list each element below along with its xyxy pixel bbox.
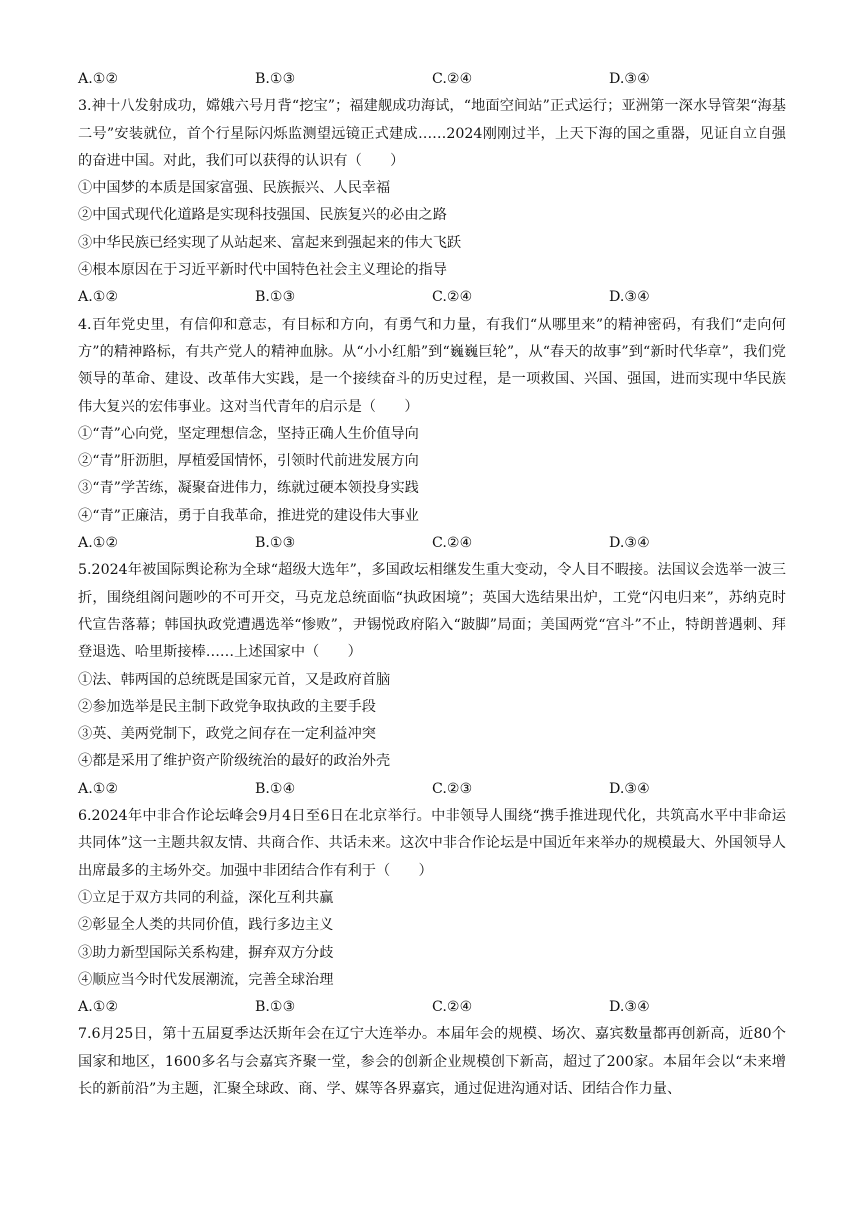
option-a: A.①② [78, 780, 119, 797]
statement-item: ③中华民族已经实现了从站起来、富起来到强起来的伟大飞跃 [78, 234, 462, 251]
question-content [78, 66, 786, 1103]
option-c: C.②④ [432, 71, 473, 87]
answer-options [78, 66, 786, 93]
option-c: C.②④ [432, 289, 473, 306]
statement-item: ①“青”心向党，坚定理想信念，坚持正确人生价值导向 [78, 425, 419, 442]
option-b: B.①③ [255, 999, 296, 1016]
statement-item: ②参加选举是民主制下政党争取执政的主要手段 [78, 698, 376, 715]
option-d: D.③④ [609, 999, 650, 1016]
option-b: B.①④ [255, 780, 296, 797]
statement-item: ②“青”肝沥胆，厚植爱国情怀，引领时代前进发展方向 [78, 453, 419, 470]
option-d: D.③④ [609, 535, 650, 552]
question-stem: 7.6月25日，第十五届夏季达沃斯年会在辽宁大连举办。本届年会的规模、场次、嘉宾数量都再创新高，近80个国家和地区，1600多名与会嘉宾齐聚一堂，参会的创新企业规模创下新高，超过了200家。本届年会以“未来增长的新前沿”为主题，汇聚全球政、商、学、媒等各界嘉宾，通过促进沟通对话、团结合作力量、 [78, 1026, 786, 1097]
statement-item: ④“青”正廉洁，勇于自我革命，推进党的建设伟大事业 [78, 507, 419, 524]
question-block [78, 93, 786, 311]
option-d: D.③④ [609, 780, 650, 797]
option-a: A.①② [78, 535, 119, 552]
option-a: A.①② [78, 999, 119, 1016]
question-stem: 3.神十八发射成功，嫦娥六号月背“挖宝”；福建舰成功海试，“地面空间站”正式运行；亚洲第一深水导管架“海基二号”安装就位，首个行星际闪烁监测望远镜正式建成……2024刚刚过半，上天下海的国之重器，见证自立自强的奋进中国。对此，我们可以获得的认识有（ ） [78, 98, 786, 169]
question-block [78, 803, 786, 1021]
question-stem: 5.2024年被国际舆论称为全球“超级大选年”，多国政坛相继发生重大变动，令人目不暇接。法国议会选举一波三折，围绕组阁问题吵的不可开交，马克龙总统面临“执政困境”；英国大选结果出炉，工党“闪电归来”，苏纳克时代宣告落幕；韩国执政党遭遇选举“惨败”，尹锡悦政府陷入“跛脚”局面；美国两党“宫斗”不止，特朗普遇刺、拜登退选、哈里斯接棒……上述国家中（ ） [78, 562, 786, 661]
statement-item: ③英、美两党制下，政党之间存在一定利益冲突 [78, 726, 376, 743]
option-a: A.①② [78, 71, 119, 87]
question-block [78, 312, 786, 558]
statement-item: ②彰显全人类的共同价值，践行多边主义 [78, 917, 334, 934]
option-c: C.②④ [432, 999, 473, 1016]
option-c: C.②③ [432, 780, 473, 797]
answer-options [78, 994, 786, 1021]
statement-item: ④顺应当今时代发展潮流，完善全球治理 [78, 971, 334, 988]
statement-item: ①立足于双方共同的利益，深化互利共赢 [78, 889, 334, 906]
option-b: B.①③ [255, 535, 296, 552]
answer-options [78, 284, 786, 311]
question-block [78, 557, 786, 803]
statement-item: ①法、韩两国的总统既是国家元首，又是政府首脑 [78, 671, 391, 688]
statement-item: ①中国梦的本质是国家富强、民族振兴、人民幸福 [78, 180, 391, 197]
question-stem: 4.百年党史里，有信仰和意志，有目标和方向，有勇气和力量，有我们“从哪里来”的精神密码，有我们“走向何方”的精神路标，有共产党人的精神血脉。从“小小红船”到“巍巍巨轮”，从“春天的故事”到“新时代华章”，我们党领导的革命、建设、改革伟大实践，是一个接续奋斗的历史过程，是一项救国、兴国、强国，进而实现中华民族伟大复兴的宏伟事业。这对当代青年的启示是（ ） [78, 316, 786, 415]
option-b: B.①③ [255, 289, 296, 306]
option-c: C.②④ [432, 535, 473, 552]
answer-options [78, 776, 786, 803]
statement-item: ③“青”学苦练，凝聚奋进伟力，练就过硬本领投身实践 [78, 480, 419, 497]
statement-item: ④都是采用了维护资产阶级统治的最好的政治外壳 [78, 753, 391, 770]
answer-options [78, 530, 786, 557]
option-a: A.①② [78, 289, 119, 306]
statement-item: ④根本原因在于习近平新时代中国特色社会主义理论的指导 [78, 262, 447, 279]
option-b: B.①③ [255, 71, 296, 87]
statement-item: ②中国式现代化道路是实现科技强国、民族复兴的必由之路 [78, 207, 447, 224]
option-d: D.③④ [609, 289, 650, 306]
question-stem: 6.2024年中非合作论坛峰会9月4日至6日在北京举行。中非领导人围绕“携手推进现代化，共筑高水平中非命运共同体”这一主题共叙友情、共商合作、共话未来。这次中非合作论坛是中国近年来举办的规模最大、外国领导人出席最多的主场外交。加强中非团结合作有利于（ ） [78, 808, 786, 879]
statement-item: ③助力新型国际关系构建，摒弃双方分歧 [78, 944, 334, 961]
option-d: D.③④ [609, 71, 650, 87]
question-block [78, 1021, 786, 1103]
